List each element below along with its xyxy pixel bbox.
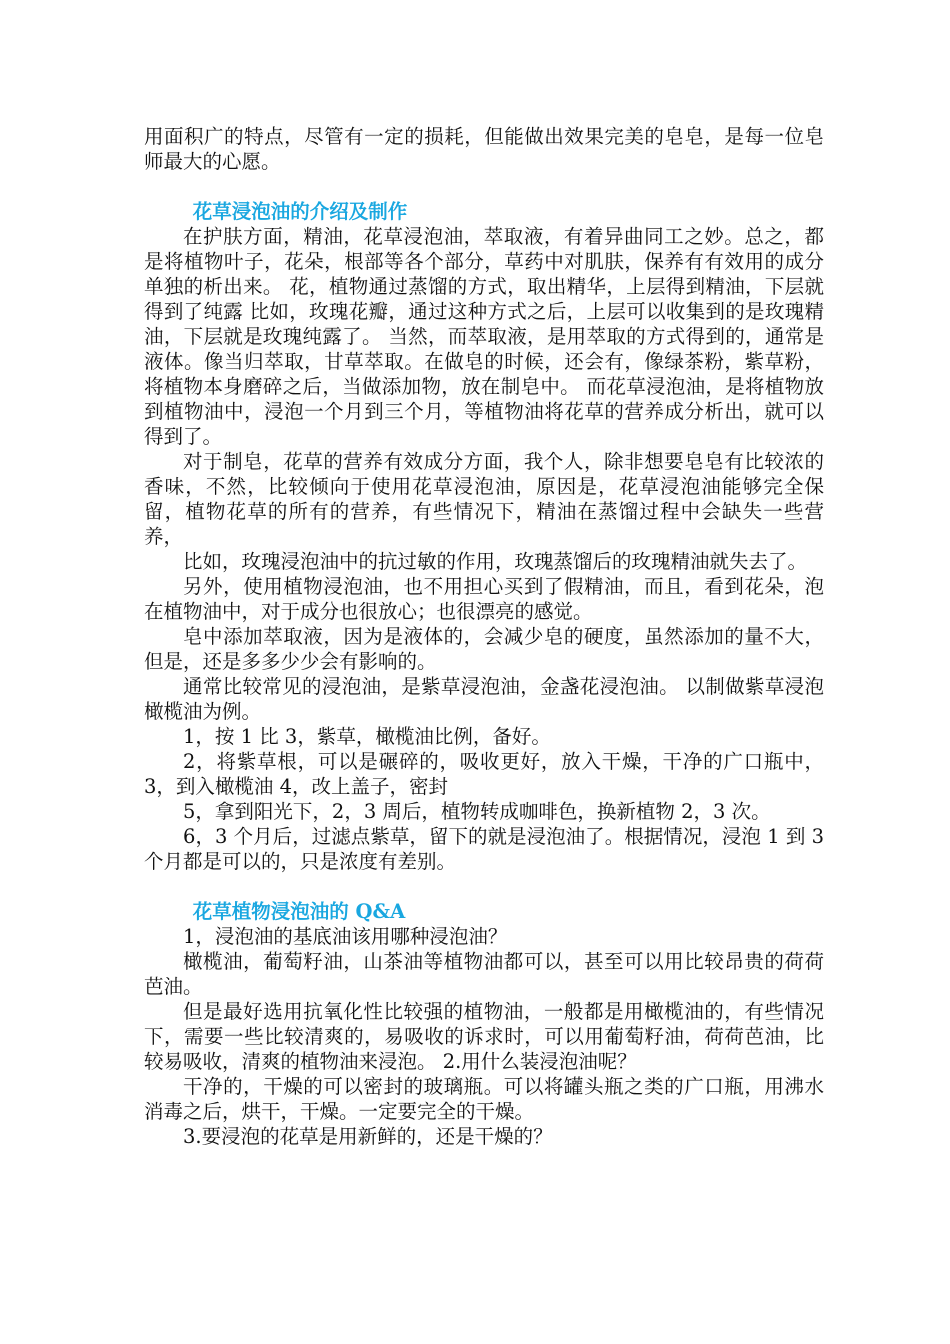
step-1: 1，按 1 比 3，紫草，橄榄油比例，备好。	[183, 725, 551, 748]
answer-paragraph: 但是最好选用抗氧化性比较强的植物油，一般都是用橄榄油的，有些情况下，需要一些比较清爽的，易吸收的诉求时，可以用葡萄籽油，荷荷芭油，比较易吸收，清爽的植物油来浸泡。 2.用什么装浸泡油呢？	[144, 1000, 824, 1073]
answer-paragraph: 橄榄油，葡萄籽油，山茶油等植物油都可以，甚至可以用比较昂贵的荷荷芭油。	[144, 950, 824, 998]
spacer	[144, 874, 824, 899]
document-body	[144, 124, 824, 1149]
spacer	[144, 174, 824, 199]
paragraph: 通常比较常见的浸泡油，是紫草浸泡油，金盏花浸泡油。 以制做紫草浸泡橄榄油为例。	[144, 675, 824, 723]
section-heading-qa: 花草植物浸泡油的 Q&A	[192, 900, 406, 923]
answer-paragraph: 干净的，干燥的可以密封的玻璃瓶。可以将罐头瓶之类的广口瓶，用沸水消毒之后，烘干，干燥。一定要完全的干燥。	[144, 1075, 824, 1123]
step-5: 5，拿到阳光下，2，3 周后，植物转成咖啡色，换新植物 2，3 次。	[183, 800, 771, 823]
step-6: 6，3 个月后，过滤点紫草，留下的就是浸泡油了。根据情况，浸泡 1 到 3 个月都是可以的，只是浓度有差别。	[144, 825, 824, 873]
paragraph: 比如，玫瑰浸泡油中的抗过敏的作用，玫瑰蒸馏后的玫瑰精油就失去了。	[183, 550, 808, 573]
paragraph: 皂中添加萃取液，因为是液体的，会减少皂的硬度，虽然添加的量不大，但是，还是多多少少会有影响的。	[144, 625, 824, 673]
section-heading-infused-oil-intro: 花草浸泡油的介绍及制作	[192, 200, 408, 223]
intro-paragraph: 用面积广的特点，尽管有一定的损耗，但能做出效果完美的皂皂，是每一位皂师最大的心愿。	[144, 125, 824, 173]
paragraph: 对于制皂，花草的营养有效成分方面，我个人，除非想要皂皂有比较浓的香味，不然，比较倾向于使用花草浸泡油，原因是，花草浸泡油能够完全保留，植物花草的所有的营养，有些情况下，精油在蒸馏过程中会缺失一些营养，	[144, 450, 824, 548]
paragraph: 在护肤方面，精油，花草浸泡油，萃取液，有着异曲同工之妙。总之，都是将植物叶子，花朵，根部等各个部分，草药中对肌肤，保养有有效用的成分单独的析出来。 花，植物通过蒸馏的方式，取出精华，上层得到精油，下层就得到了纯露 比如，玫瑰花瓣，通过这种方式之后，上层可以收集到的是玫瑰精油，下层就是玫瑰纯露了。 当然，而萃取液，是用萃取的方式得到的，通常是液体。像当归萃取，甘草萃取。在做皂的时候，还会有，像绿茶粉，紫草粉，将植物本身磨碎之后，当做添加物，放在制皂中。 而花草浸泡油，是将植物放到植物油中，浸泡一个月到三个月，等植物油将花草的营养成分析出，就可以得到了。	[144, 225, 824, 448]
question-3: 3.要浸泡的花草是用新鲜的，还是干燥的？	[183, 1125, 553, 1148]
paragraph: 另外，使用植物浸泡油，也不用担心买到了假精油，而且，看到花朵，泡在植物油中，对于成分也很放心；也很漂亮的感觉。	[144, 575, 824, 623]
step-2-4: 2，将紫草根，可以是碾碎的，吸收更好，放入干燥，干净的广口瓶中， 3，到入橄榄油 4，改上盖子，密封	[144, 750, 824, 798]
question-1: 1，浸泡油的基底油该用哪种浸泡油？	[183, 925, 508, 948]
